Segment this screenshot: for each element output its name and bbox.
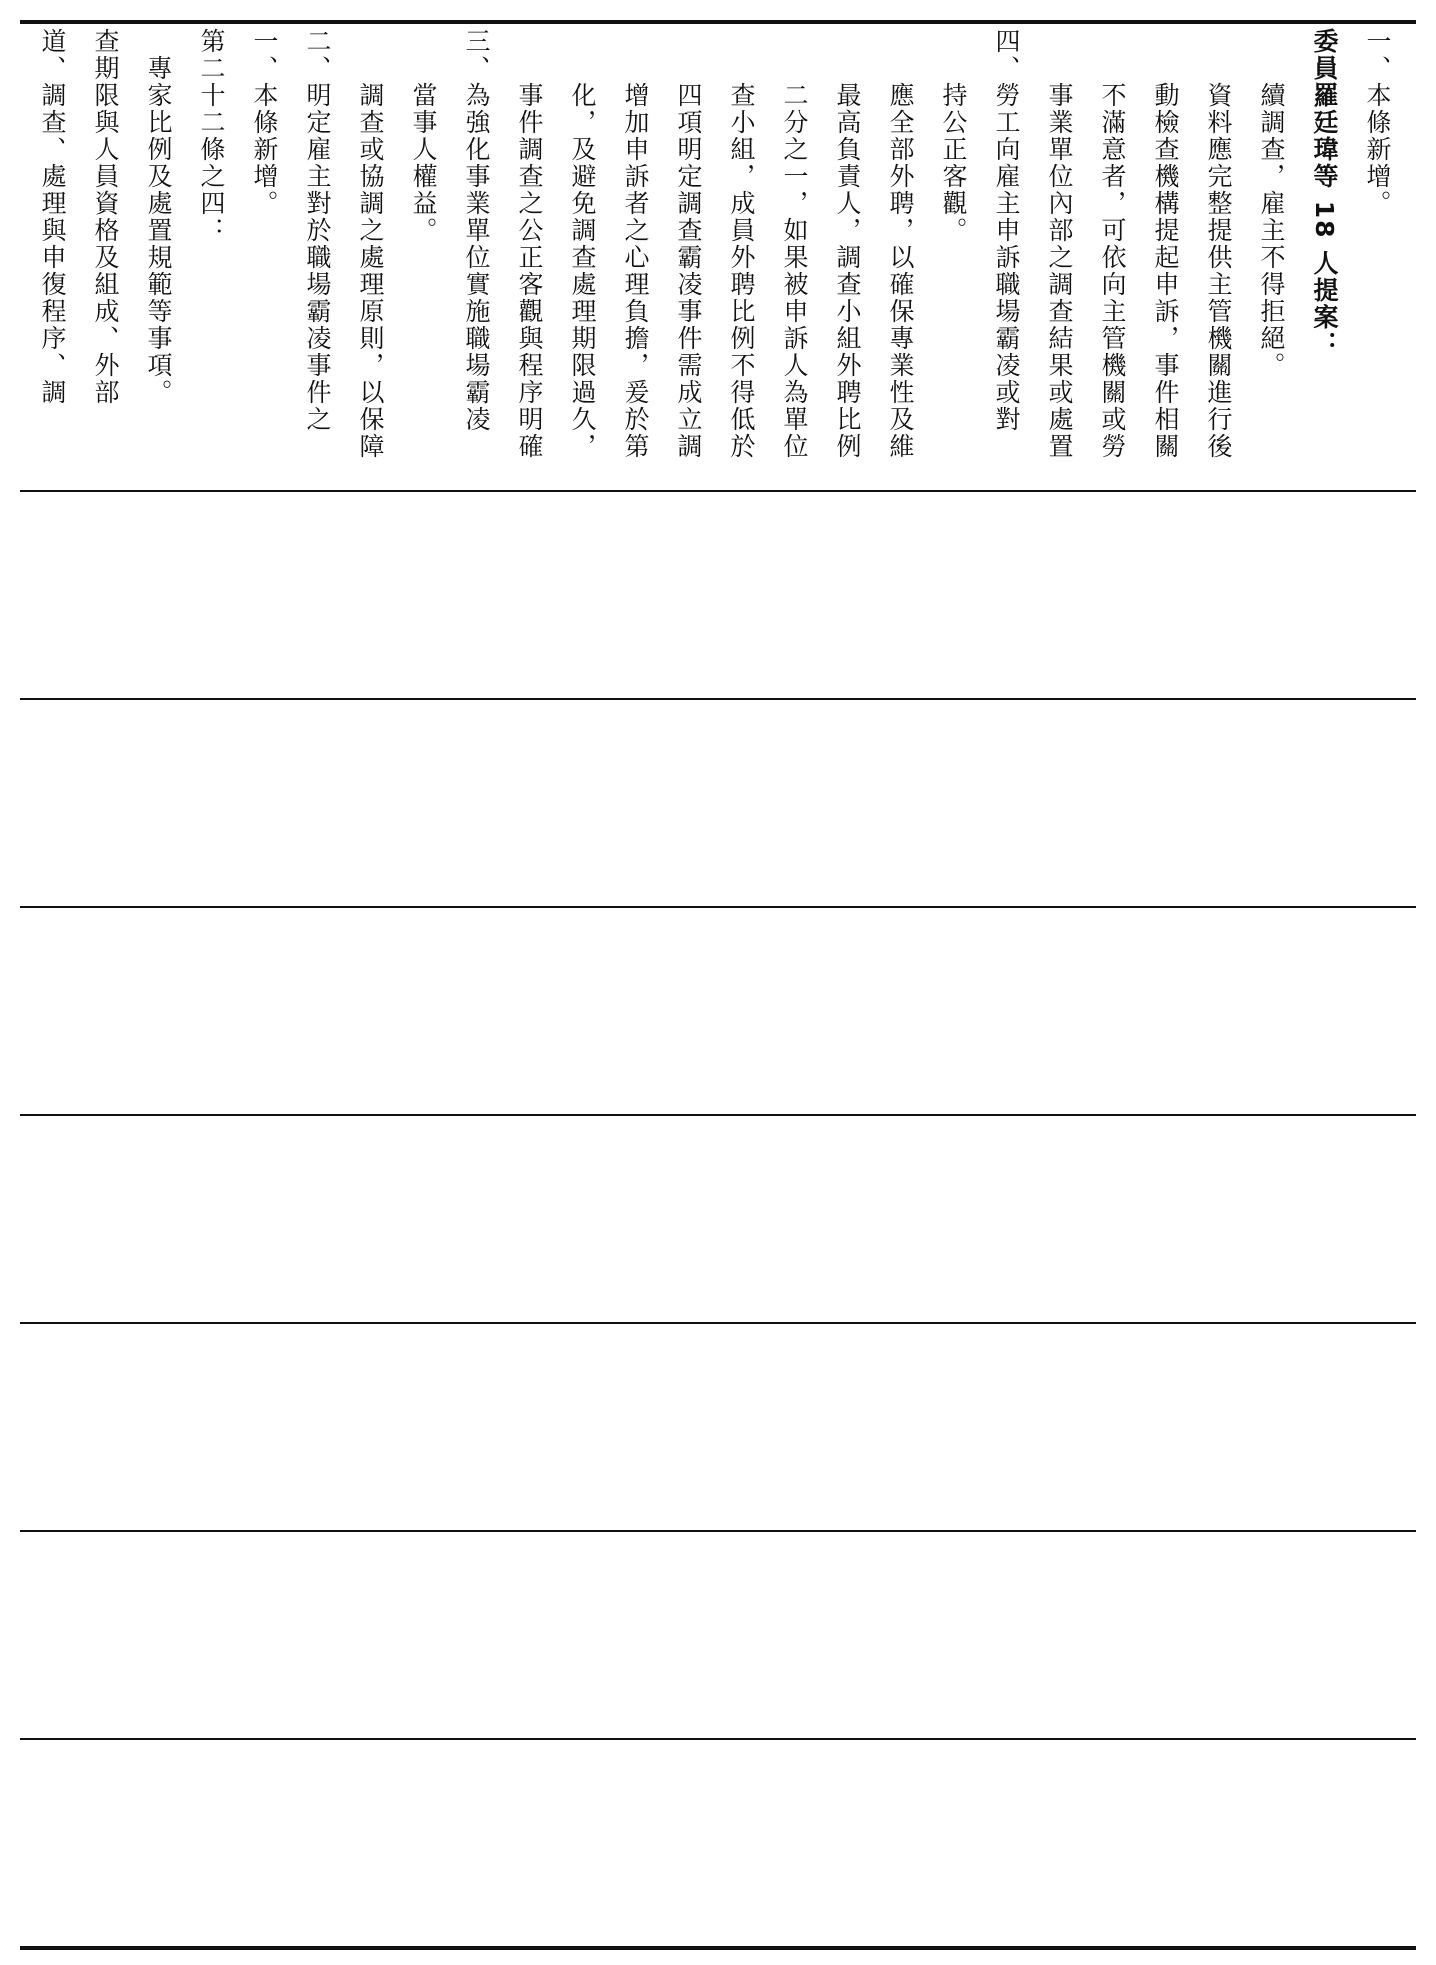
empty-table-row bbox=[20, 908, 1416, 1114]
proposal-heading: 委員羅廷瑋等 18 人提案： bbox=[1310, 28, 1339, 359]
table-bottom-border bbox=[20, 1946, 1416, 1950]
text-column: 第二十二條之四： bbox=[197, 28, 226, 244]
empty-table-row bbox=[20, 1532, 1416, 1738]
text-column: 專家比例及處置規範等事項。 bbox=[144, 28, 173, 406]
text-column: 化，及避免調查處理期限過久， bbox=[568, 28, 597, 460]
empty-table-row bbox=[20, 700, 1416, 906]
explanation-text-cell bbox=[32, 28, 1404, 468]
text-column: 查期限與人員資格及組成、外部 bbox=[91, 28, 120, 406]
text-column: 續調查，雇主不得拒絕。 bbox=[1257, 28, 1286, 379]
text-column: 事件調查之公正客觀與程序明確 bbox=[515, 28, 544, 460]
text-column: 應全部外聘，以確保專業性及維 bbox=[886, 28, 915, 460]
empty-table-row bbox=[20, 1324, 1416, 1530]
text-column: 持公正客觀。 bbox=[939, 28, 968, 244]
text-column: 四項明定調查霸凌事件需成立調 bbox=[674, 28, 703, 460]
text-column: 不滿意者，可依向主管機關或勞 bbox=[1098, 28, 1127, 460]
empty-table-row bbox=[20, 1116, 1416, 1322]
text-column: 四、勞工向雇主申訴職場霸凌或對 bbox=[992, 28, 1021, 433]
text-column: 事業單位內部之調查結果或處置 bbox=[1045, 28, 1074, 460]
text-column: 最高負責人，調查小組外聘比例 bbox=[833, 28, 862, 460]
text-column: 二、明定雇主對於職場霸凌事件之 bbox=[303, 28, 332, 433]
text-column: 一、本條新增。 bbox=[1363, 28, 1392, 217]
text-column: 三、為強化事業單位實施職場霸凌 bbox=[462, 28, 491, 433]
text-column: 當事人權益。 bbox=[409, 28, 438, 244]
text-column: 查小組，成員外聘比例不得低於 bbox=[727, 28, 756, 460]
text-column: 道、調查、處理與申復程序、調 bbox=[38, 28, 67, 406]
text-column: 資料應完整提供主管機關進行後 bbox=[1204, 28, 1233, 460]
text-column: 一、本條新增。 bbox=[250, 28, 279, 217]
table-top-border bbox=[20, 20, 1416, 24]
text-column: 調查或協調之處理原則，以保障 bbox=[356, 28, 385, 460]
text-column: 動檢查機構提起申訴，事件相關 bbox=[1151, 28, 1180, 460]
empty-table-row bbox=[20, 492, 1416, 698]
text-column: 二分之一，如果被申訴人為單位 bbox=[780, 28, 809, 460]
text-column: 增加申訴者之心理負擔，爰於第 bbox=[621, 28, 650, 460]
empty-table-row bbox=[20, 1740, 1416, 1946]
